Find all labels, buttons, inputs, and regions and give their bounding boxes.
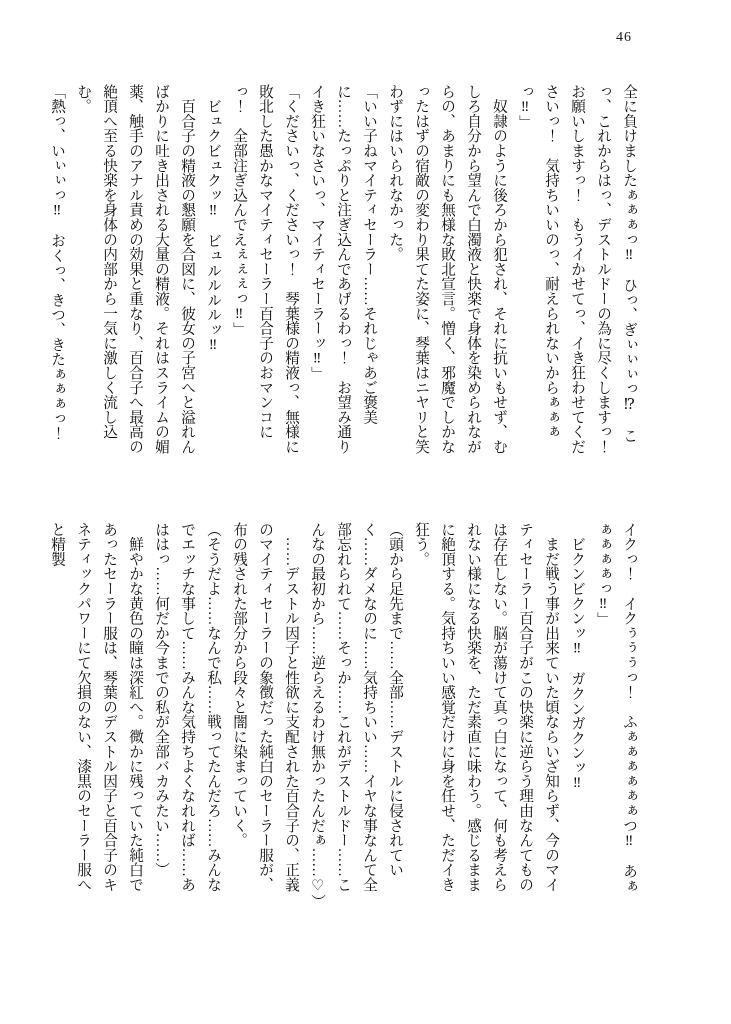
paragraph: イクっ！ イクぅぅぅっ！ ふぁぁぁぁぁぁつ‼ あぁぁぁぁぁっ‼」 <box>595 522 637 894</box>
paragraph: ……デストル因子と性欲に支配された百合子の、正義のマイティセーラーの象徴だった純白のセーラー服が、布の残された部分から段々と闇に染まっていく。 <box>231 522 299 892</box>
paragraph: （頭から足先まで……全部……デストルに侵されていく……ダメなのに……気持ちいい……イヤな事なんて全部忘れられて……そっか……これがデストルドー……こんなの最初から……逆らえるわけ無かったんだぁ……♡） <box>309 522 403 910</box>
paragraph: 鮮やかな黄色の瞳は深紅へ。微かに残っていた純白であったセーラー服は、琴葉のデストル因子と百合子のキネティックパワーにて欠損のない、漆黒のセーラー服へと精製 <box>49 522 143 892</box>
paragraph: 「熱っ、いぃぃっ‼ おくっ、きつ、きたぁぁぁっ！ <box>49 84 65 441</box>
page-number: 46 <box>616 30 632 45</box>
paragraph: 「くださいっ、くださいっ！ 琴葉様の精液っ、無様に敗北した愚かなマイティセーラー百合子のおマンコにっ！ 全部注ぎ込んでえぇぇぇっ‼」 <box>231 84 299 454</box>
paragraph: 百合子の精液の懇願を合図に、彼女の子宮へと溢れんばかりに吐き出される大量の精液。それはスライムの媚薬、触手のアナル責めの効果と重なり、百合子へ最高の絶頂へ至る快楽を身体の内部から一気に激しく流し込む。 <box>75 84 195 454</box>
paragraph: （そうだよ……なんで私……戦ってたんだろ……みんなでエッチな事して……みんな気持ちよくなれれば……あははっ……何だか今までの私が全部バカみたい……） <box>153 522 221 892</box>
paragraph: ビクンビクンッ‼ ガクンガクンッ‼ <box>569 522 585 792</box>
paragraph: 「いい子ねマイティセーラー……それじゃあご褒美に……たっぷりと注ぎ込んであげるわっ！ お望み通りイき狂いなさいっ、マイティセーラーッ‼」 <box>309 84 377 454</box>
paragraph: 奴隷のように後ろから犯され、それに抗いもせず、むしろ自分から望んで白濁液と快楽で身体を染められながらの、あまりにも無様な敗北宣言。憎く、邪魔でしかなったはずの宿敵の変わり果てた姿に、琴葉はニヤリと笑わずにはいられなかった。 <box>387 84 507 454</box>
paragraph: ビュクビュクッ‼ ビュルルルルッ‼ <box>205 84 221 354</box>
paragraph: まだ戦う事が出来ていた頃ならいざ知らず、今のマイティセーラー百合子がこの快楽に逆らう理由なんてものは存在しない。脳が蕩けて真っ白になって、何も考えられない様になる快楽を、ただ素直に味わう。感じるままに絶頂する。気持ちいい感覚だけに身を任せ、ただイき狂う。 <box>413 522 559 892</box>
upper-text-block <box>44 84 642 469</box>
paragraph: 全に負けましたぁぁぁっ‼ ひっ、ぎぃぃぃっ⁉ こっ、これからはっ、デストルドーの為に尽くしますっ！ お願いしますっ！ もうイかせてっ、イき狂わせてくださいっ！ 気持ちいいのっ、耐えられないからぁぁぁっ‼」 <box>517 84 637 469</box>
lower-text-block <box>44 522 642 910</box>
